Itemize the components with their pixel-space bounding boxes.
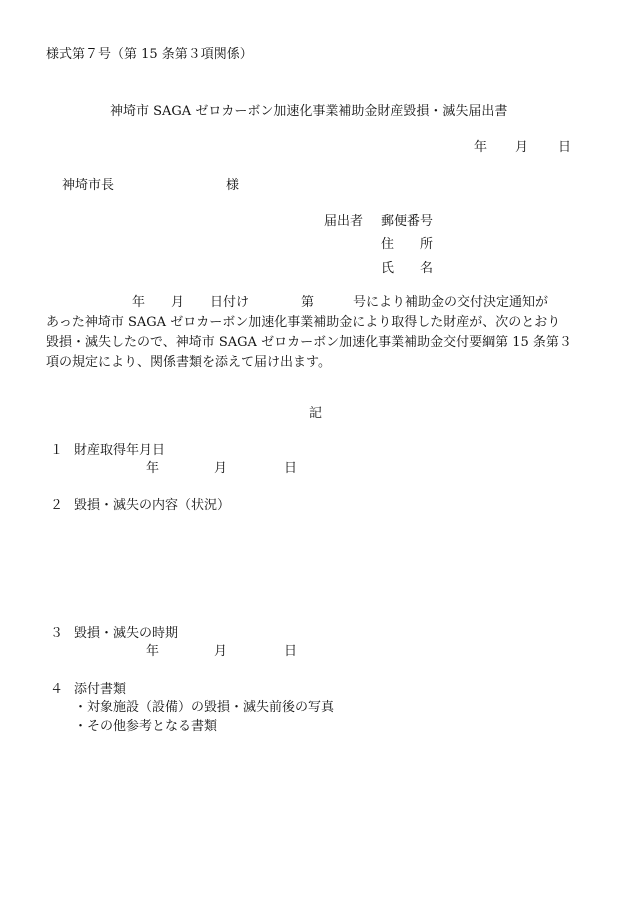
addressee-name: 神埼市長 bbox=[62, 178, 115, 193]
addressee-honorific: 様 bbox=[226, 178, 240, 193]
item-number: ２ bbox=[50, 498, 64, 513]
attachment-item: ・その他参考となる書類 bbox=[74, 719, 218, 734]
item-label: 財産取得年月日 bbox=[74, 443, 166, 458]
item-label: 毀損・滅失の時期 bbox=[74, 626, 179, 641]
body-line: 年 月 日付け 第 号により補助金の交付決定通知が bbox=[132, 295, 549, 310]
body-line: あった神埼市 SAGA ゼロカーボン加速化事業補助金により取得した財産が、次のとおり bbox=[46, 315, 561, 330]
applicant-label: 届出者 bbox=[324, 214, 364, 229]
name-label: 氏 名 bbox=[381, 261, 434, 276]
document-title: 神埼市 SAGA ゼロカーボン加速化事業補助金財産毀損・滅失届出書 bbox=[110, 104, 508, 119]
item-number: ３ bbox=[50, 626, 64, 641]
date-day: 日 bbox=[558, 140, 572, 155]
address-label: 住 所 bbox=[381, 237, 434, 252]
form-number: 様式第７号（第 15 条第３項関係） bbox=[46, 47, 253, 62]
postal-code-label: 郵便番号 bbox=[381, 214, 434, 229]
item-number: １ bbox=[50, 443, 64, 458]
date-year: 年 bbox=[474, 140, 488, 155]
item-day: 日 bbox=[284, 644, 298, 659]
item-month: 月 bbox=[214, 461, 228, 476]
item-year: 年 bbox=[146, 644, 160, 659]
ki-heading: 記 bbox=[309, 406, 323, 421]
attachment-item: ・対象施設（設備）の毀損・滅失前後の写真 bbox=[74, 700, 335, 715]
item-day: 日 bbox=[284, 461, 298, 476]
body-line: 項の規定により、関係書類を添えて届け出ます。 bbox=[46, 355, 331, 370]
item-label: 毀損・滅失の内容（状況） bbox=[74, 498, 231, 513]
item-number: ４ bbox=[50, 682, 64, 697]
item-month: 月 bbox=[214, 644, 228, 659]
item-label: 添付書類 bbox=[74, 682, 127, 697]
date-month: 月 bbox=[515, 140, 529, 155]
body-line: 毀損・滅失したので、神埼市 SAGA ゼロカーボン加速化事業補助金交付要綱第 15 条第３ bbox=[46, 335, 572, 350]
item-year: 年 bbox=[146, 461, 160, 476]
